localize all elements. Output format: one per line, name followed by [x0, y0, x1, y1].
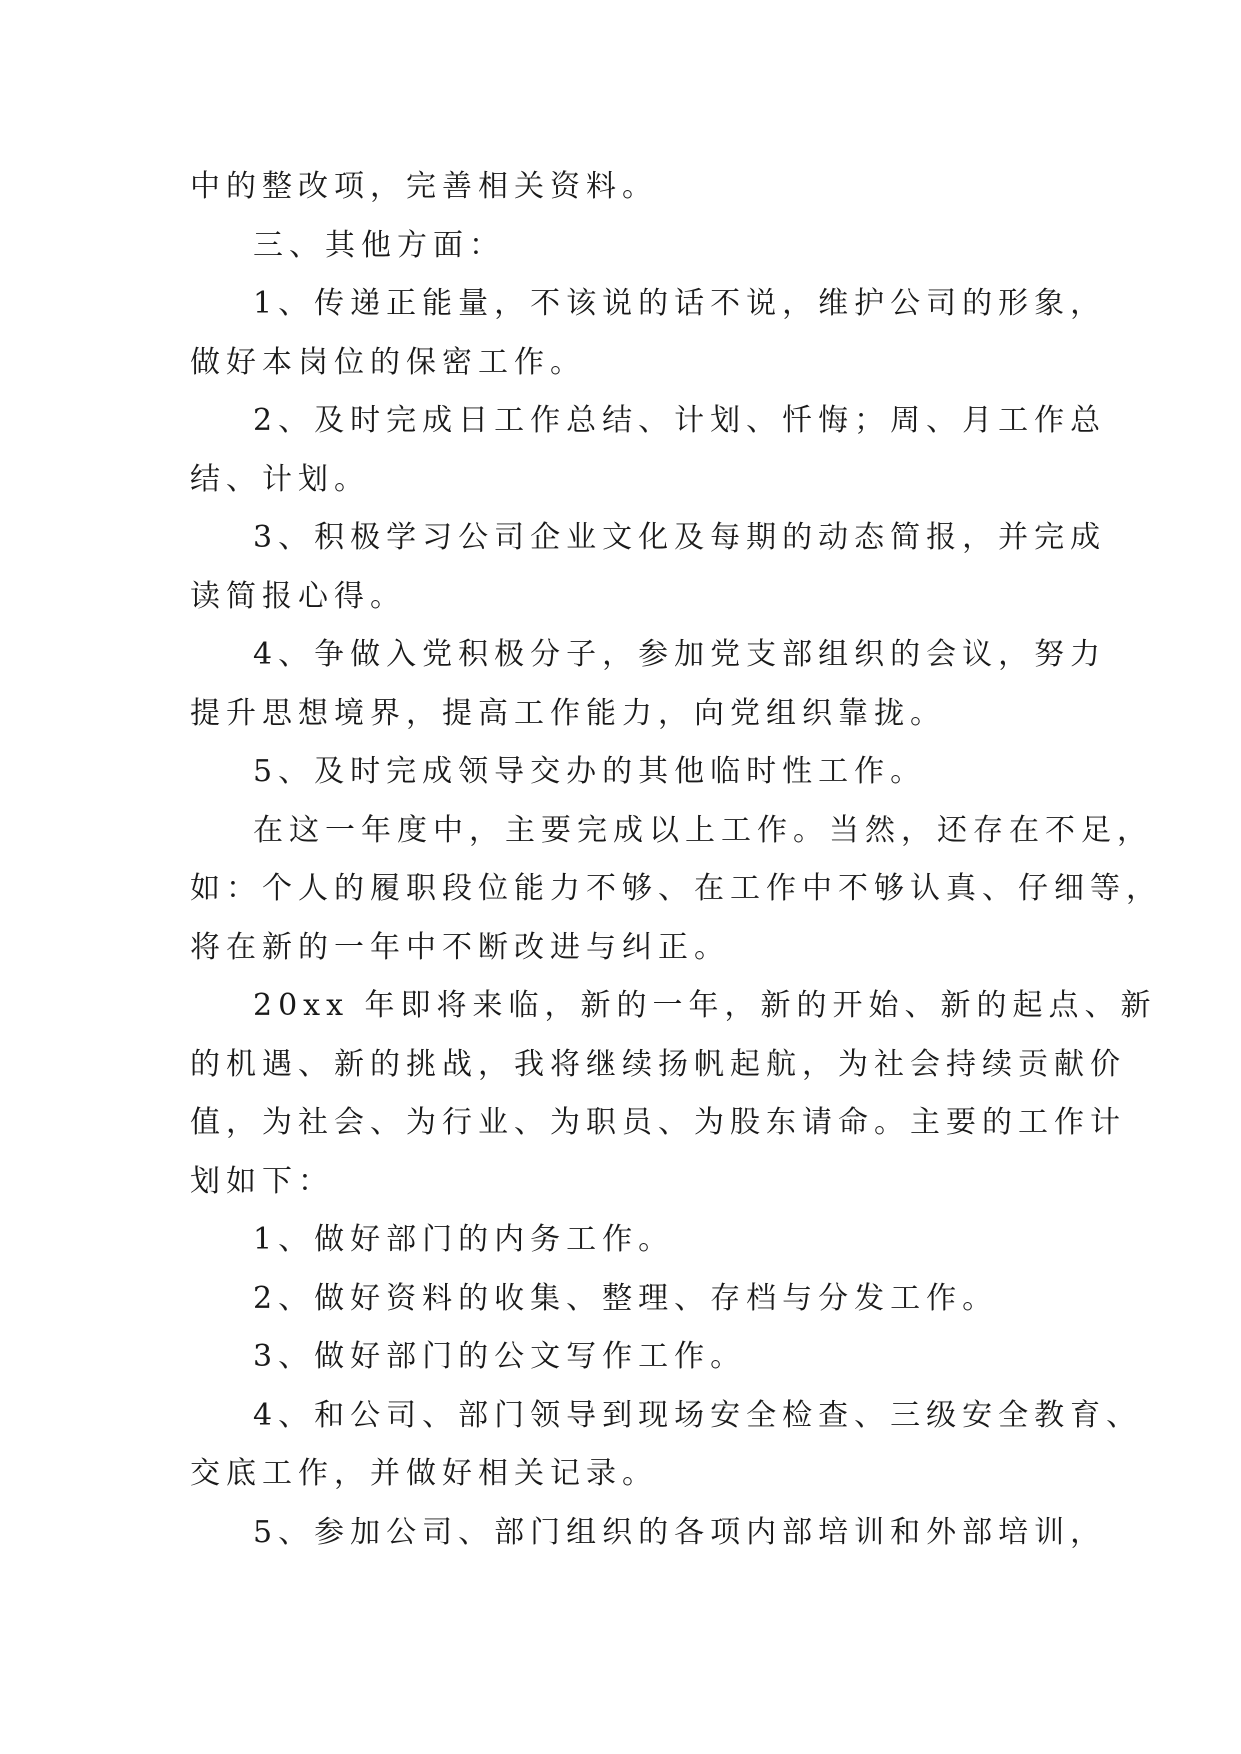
document-body	[190, 158, 1162, 1562]
text-line: 读简报心得。	[190, 578, 406, 614]
text-line: 20xx 年即将来临，新的一年，新的开始、新的起点、新	[253, 988, 1157, 1023]
text-line: 4、争做入党积极分子，参加党支部组织的会议，努力	[253, 637, 1107, 672]
text-line: 在这一年度中，主要完成以上工作。当然，还存在不足，	[253, 812, 1153, 848]
text-line: 中的整改项，完善相关资料。	[190, 169, 658, 204]
text-line: 4、和公司、部门领导到现场安全检查、三级安全教育、	[253, 1397, 1143, 1433]
text-line: 提升思想境界，提高工作能力，向党组织靠拢。	[190, 695, 946, 731]
text-line: 5、参加公司、部门组织的各项内部培训和外部培训，	[253, 1514, 1107, 1550]
text-line: 3、积极学习公司企业文化及每期的动态简报，并完成	[253, 520, 1107, 555]
text-line: 将在新的一年中不断改进与纠正。	[190, 929, 730, 965]
text-line: 3、做好部门的公文写作工作。	[253, 1339, 747, 1374]
text-line: 结、计划。	[190, 461, 370, 497]
text-line: 做好本岗位的保密工作。	[190, 344, 586, 380]
text-line: 1、传递正能量，不该说的话不说，维护公司的形象，	[253, 286, 1107, 321]
text-line: 2、及时完成日工作总结、计划、忏悔；周、月工作总	[253, 403, 1107, 438]
text-line: 2、做好资料的收集、整理、存档与分发工作。	[253, 1280, 999, 1316]
text-line: 交底工作，并做好相关记录。	[190, 1456, 658, 1491]
section-heading: 三、其他方面：	[253, 227, 505, 263]
text-line: 的机遇、新的挑战，我将继续扬帆起航，为社会持续贡献价	[190, 1046, 1126, 1082]
text-line: 值，为社会、为行业、为职员、为股东请命。主要的工作计	[190, 1105, 1126, 1140]
text-line: 如：个人的履职段位能力不够、在工作中不够认真、仔细等，	[190, 871, 1162, 906]
text-line: 1、做好部门的内务工作。	[253, 1222, 675, 1257]
text-line: 划如下：	[190, 1163, 334, 1199]
text-line: 5、及时完成领导交办的其他临时性工作。	[253, 754, 927, 789]
